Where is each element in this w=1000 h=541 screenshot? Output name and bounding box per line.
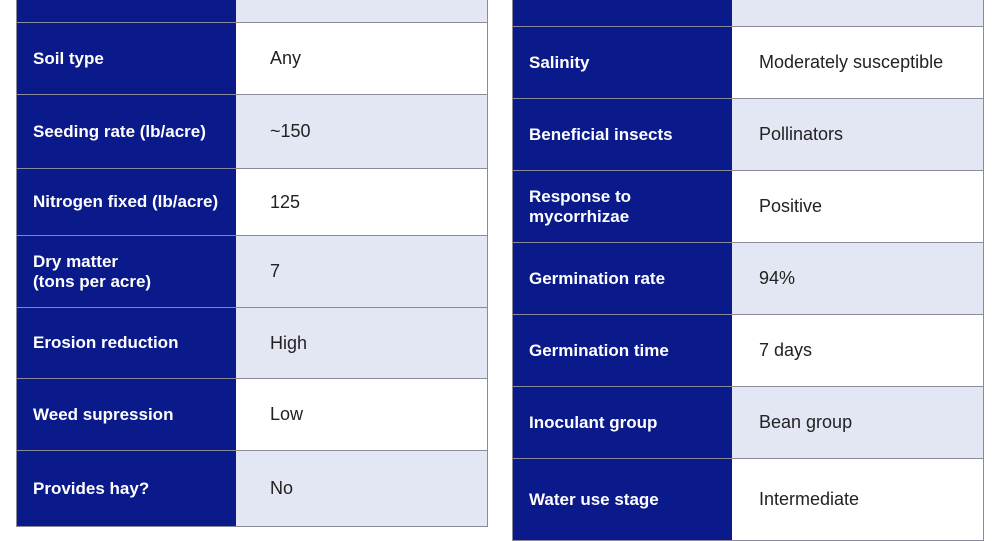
row-label: Nitrogen fixed (lb/acre) (17, 169, 236, 235)
row-label: Beneficial insects (513, 99, 732, 170)
row-value: Bean group (732, 387, 983, 458)
table-row (513, 171, 983, 243)
row-value: 94% (732, 243, 983, 314)
table-row (513, 99, 983, 171)
left-attributes-table (16, 0, 488, 527)
row-value (732, 0, 983, 26)
table-row (17, 379, 487, 451)
row-label: Provides hay? (17, 451, 236, 526)
table-row (513, 315, 983, 387)
table-row (513, 387, 983, 459)
row-label: Erosion reduction (17, 308, 236, 378)
table-row (17, 95, 487, 169)
row-value: Low (236, 379, 487, 450)
table-row (513, 243, 983, 315)
table-row (17, 23, 487, 95)
row-label (17, 0, 236, 22)
row-label: Germination rate (513, 243, 732, 314)
table-row (513, 27, 983, 99)
row-value: Any (236, 23, 487, 94)
table-row (513, 459, 983, 541)
row-value: 125 (236, 169, 487, 235)
row-value: 7 days (732, 315, 983, 386)
table-row (513, 0, 983, 27)
row-value (236, 0, 487, 22)
row-label (513, 0, 732, 26)
row-value: 7 (236, 236, 487, 307)
row-label: Seeding rate (lb/acre) (17, 95, 236, 168)
table-row (17, 308, 487, 379)
row-value: Positive (732, 171, 983, 242)
row-value: Moderately susceptible (732, 27, 983, 98)
table-row (17, 236, 487, 308)
table-row (17, 451, 487, 527)
table-row (17, 169, 487, 236)
row-label: Water use stage (513, 459, 732, 540)
row-label: Salinity (513, 27, 732, 98)
row-value: Pollinators (732, 99, 983, 170)
right-attributes-table (512, 0, 984, 541)
table-row (17, 0, 487, 23)
row-value: No (236, 451, 487, 526)
row-value: ~150 (236, 95, 487, 168)
row-label: Dry matter (tons per acre) (17, 236, 236, 307)
row-label: Inoculant group (513, 387, 732, 458)
row-label: Germination time (513, 315, 732, 386)
row-label: Soil type (17, 23, 236, 94)
row-value: Intermediate (732, 459, 983, 540)
row-label: Response to mycorrhizae (513, 171, 732, 242)
row-value: High (236, 308, 487, 378)
row-label: Weed supression (17, 379, 236, 450)
